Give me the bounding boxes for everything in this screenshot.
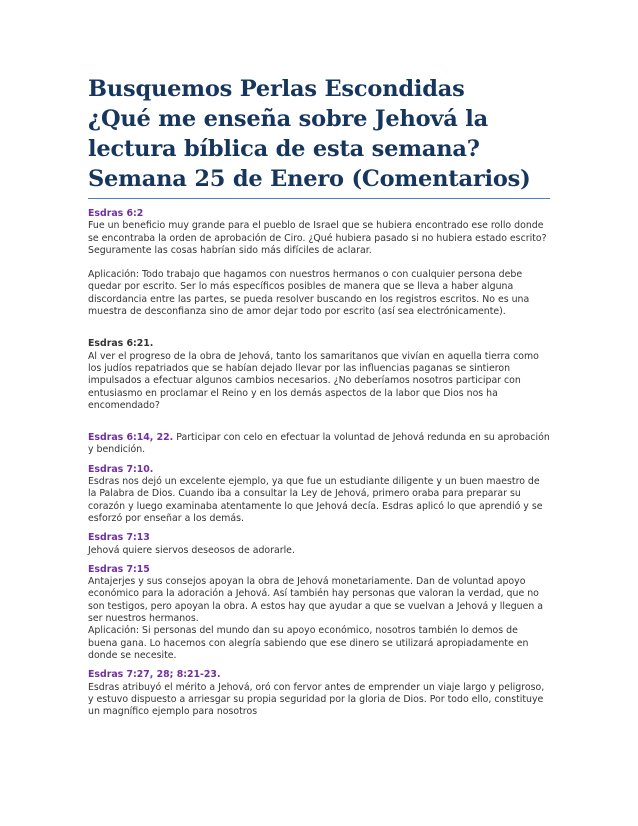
section-text: Fue un beneficio muy grande para el pueblo de Israel que se hubiera encontrado ese rollo donde se encontraba la orden de aprobación de Ciro. ¿Qué hubiera pasado si no hubiera estado escrito? Seguramente las cosas habrían sido más difíciles de aclarar. [88, 220, 547, 256]
section-text: Antajerjes y sus consejos apoyan la obra de Jehová monetariamente. Dan de voluntad apoyo económico para la adoración a Jehová. Así también hay personas que valoran la verdad, que no son testigos, pero apoyan la obra. A estos hay que ayudar a que se vuelvan a Jehová y lleguen a ser nuestros hermanos. [88, 576, 544, 625]
document-body [88, 208, 550, 718]
scripture-ref: Esdras 6:14, 22. [88, 432, 174, 444]
section-esdras-6-14-22 [88, 432, 550, 457]
scripture-ref: Esdras 7:27, 28; 8:21-23. [88, 669, 221, 681]
section-esdras-7-10 [88, 464, 550, 525]
section-esdras-6-21 [88, 338, 550, 412]
section-text: Al ver el progreso de la obra de Jehová, tanto los samaritanos que vivían en aquella tierra como los judíos repatriados que se habían dejado llevar por las influencias paganas se sintieron impulsados a efectuar algunos cambios necesarios. ¿No deberíamos nosotros participar con entusiasmo en proclamar el Reino y en los demás aspectos de la labor que Dios nos ha encomendado? [88, 350, 539, 411]
title-line-2: ¿Qué me enseña sobre Jehová la [88, 106, 489, 132]
section-esdras-7-13 [88, 532, 550, 557]
section-text: Esdras nos dejó un excelente ejemplo, ya que fue un estudiante diligente y un buen maestro de la Palabra de Dios. Cuando iba a consultar la Ley de Jehová, primero oraba para preparar su corazón y luego examinaba atentamente lo que Jehová decía. Esdras aplicó lo que aprendió y se esforzó por enseñar a los demás. [88, 476, 543, 524]
section-esdras-6-2 [88, 208, 550, 318]
scripture-ref: Esdras 6:21. [88, 338, 154, 350]
section-application: Aplicación: Todo trabajo que hagamos con nuestros hermanos o con cualquier persona debe quedar por escrito. Ser lo más específicos posibles de manera que se lleva a haber alguna discordancia entre las partes, se pueda resolver buscando en los registros escritos. No es una muestra de desconfianza sino de amor dejar todo por escrito (así sea electrónicamente). [88, 269, 530, 318]
section-application: Aplicación: Si personas del mundo dan su apoyo económico, nosotros también lo demos de buena gana. Lo hacemos con alegría sabiendo que ese dinero se utilizará apropiadamente en donde se necesite. [88, 625, 529, 661]
title-line-3: lectura bíblica de esta semana? [88, 136, 480, 162]
scripture-ref: Esdras 7:10. [88, 463, 154, 475]
section-text: Esdras atribuyó el mérito a Jehová, oró con fervor antes de emprender un viaje largo y peligroso, y estuvo dispuesto a arriesgar su propia seguridad por la gloria de Dios. Por todo ello, constituye un magnífico ejemplo para nosotros [88, 681, 545, 718]
title-line-4: Semana 25 de Enero (Comentarios) [88, 166, 531, 192]
scripture-ref: Esdras 7:15 [88, 563, 150, 575]
scripture-ref: Esdras 6:2 [88, 208, 144, 219]
section-esdras-7-27 [88, 669, 550, 718]
section-esdras-7-15 [88, 564, 550, 662]
section-text: Participar con celo en efectuar la voluntad de Jehová redunda en su aprobación y bendición. [88, 432, 550, 456]
page-title [88, 74, 550, 199]
section-text: Jehová quiere siervos deseosos de adorarle. [88, 544, 295, 556]
title-line-1: Busquemos Perlas Escondidas [88, 76, 465, 102]
document-page [88, 74, 550, 718]
scripture-ref: Esdras 7:13 [88, 532, 150, 544]
